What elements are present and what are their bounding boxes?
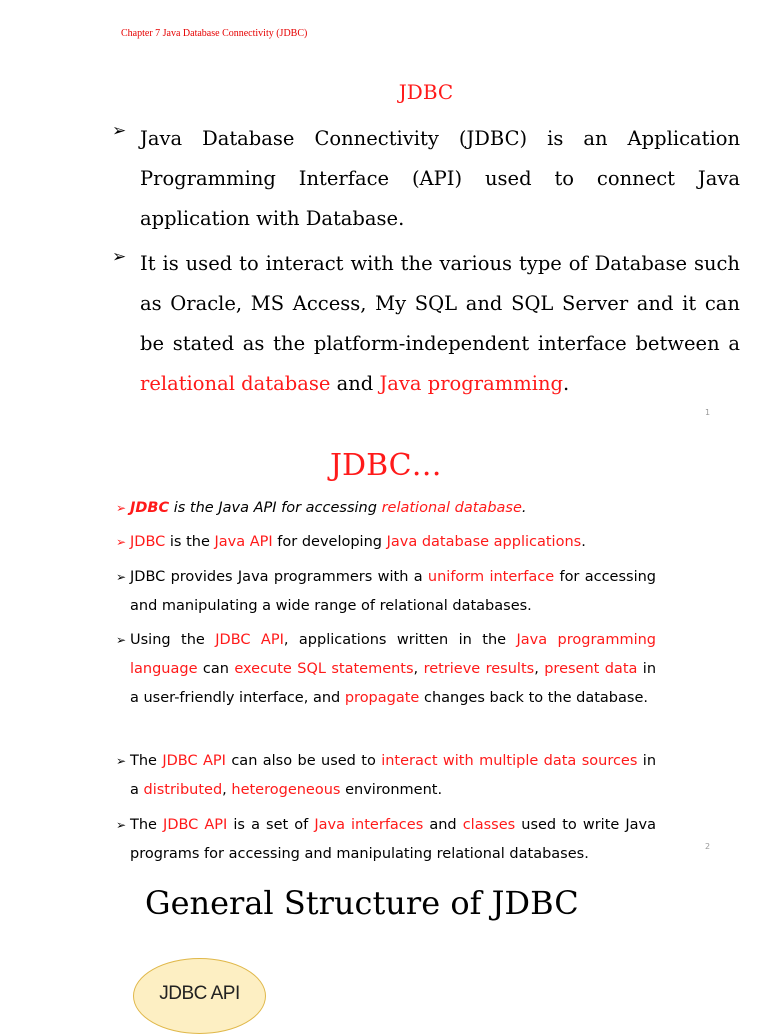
- slide2-item-2: JDBC is the Java API for developing Java database applications.: [130, 534, 586, 550]
- slide1-bullet-1: Java Database Connectivity (JDBC) is an Application Programming Interface (API) used to connect Java application with Database.: [140, 127, 740, 230]
- slide2-title: JDBC…: [330, 448, 442, 483]
- bullet-arrow-icon: ➢: [116, 535, 127, 549]
- slide2-item-4: Using the JDBC API, applications written in the Java programming language can execute SQL statements, retrieve results, present data in a user-friendly interface, and propagate changes back to the database.: [130, 632, 657, 706]
- slide2-item-3: JDBC provides Java programmers with a uniform interface for accessing and manipulating a wide range of relational databases.: [130, 569, 656, 614]
- highlight-java-programming: Java programming: [379, 372, 563, 395]
- bullet-arrow-icon: ➢: [112, 247, 127, 267]
- bullet-arrow-icon: ➢: [116, 501, 127, 515]
- slide3-title: General Structure of JDBC: [145, 884, 579, 922]
- slide1-title: JDBC: [398, 80, 454, 104]
- bullet-arrow-icon: ➢: [112, 121, 127, 141]
- bullet-arrow-icon: ➢: [116, 633, 127, 647]
- jdbc-api-node-label: JDBC API: [159, 983, 240, 1004]
- slide2-item-1: JDBC is the Java API for accessing relational database.: [130, 500, 527, 516]
- page-number-1: 1: [705, 408, 711, 417]
- bullet-arrow-icon: ➢: [116, 818, 127, 832]
- page-number-2: 2: [705, 842, 711, 851]
- highlight-relational-database: relational database: [140, 372, 331, 395]
- bullet-arrow-icon: ➢: [116, 754, 127, 768]
- chapter-header: Chapter 7 Java Database Connectivity (JDBC): [121, 28, 308, 39]
- slide2-item-6: The JDBC API is a set of Java interfaces and classes used to write Java programs for accessing and manipulating relational databases.: [130, 817, 657, 862]
- slide1-bullet-2: It is used to interact with the various type of Database such as Oracle, MS Access, My SQL and SQL Server and it can be stated as the platform-independent interface between a relational database and Java programming.: [140, 252, 740, 395]
- bullet-arrow-icon: ➢: [116, 570, 127, 584]
- slide2-item-5: The JDBC API can also be used to interact with multiple data sources in a distributed, heterogeneous environment.: [130, 753, 657, 798]
